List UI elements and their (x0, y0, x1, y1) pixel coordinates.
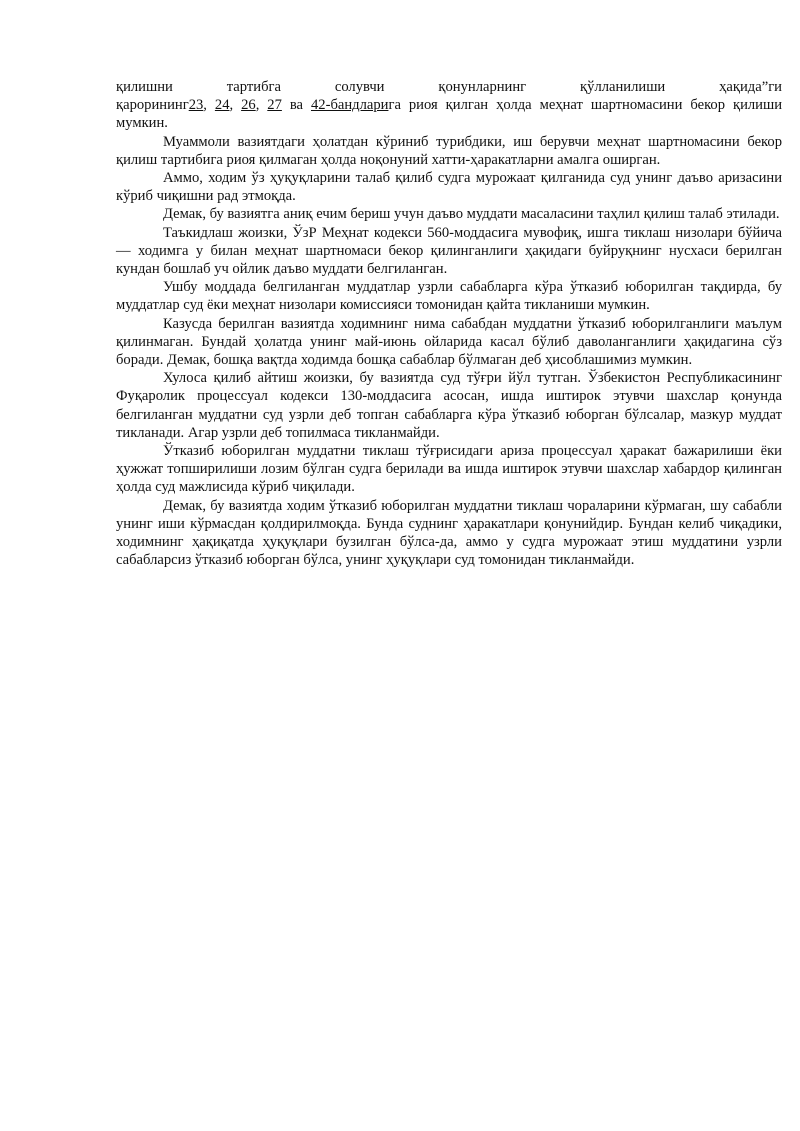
paragraph: Ўтказиб юборилган муддатни тиклаш тўғрисидаги ариза процессуал ҳаракат бажарилиши ёки ҳужжат топширилиши лозим бўлган судга берилади ва ишда иштирок этувчи шахслар хабардор қилинган ҳолда суд мажлисида кўриб чиқилади. (116, 443, 782, 496)
document-page (116, 78, 782, 569)
paragraph: Муаммоли вазиятдаги ҳолатдан кўриниб турибдики, иш берувчи меҳнат шартномасини бекор қилиш тартибига риоя қилмаган ҳолда ноқонуний хатти-ҳаракатларни амалга оширган. (116, 133, 782, 168)
separator: , (203, 97, 215, 114)
paragraph: Ушбу моддада белгиланган муддатлар узрли сабабларга кўра ўтказиб юборилган тақдирда, бу муддатлар суд ёки меҳнат низолари комиссияси томонидан қайта тикланиши мумкин. (116, 279, 782, 314)
footnote-link-23[interactable]: 23 (188, 97, 204, 114)
paragraph-continuation (116, 78, 782, 133)
paragraph: Аммо, ходим ўз ҳуқуқларини талаб қилиб судга мурожаат қилганида суд унинг даъво аризасини кўриб чиқишни рад этмоқда. (116, 170, 782, 205)
paragraph-text: қарорининг (116, 97, 189, 114)
footnote-link-24[interactable]: 24 (214, 97, 230, 114)
paragraph: Таъкидлаш жоизки, ЎзР Меҳнат кодекси 560-моддасига мувофиқ, ишга тиклаш низолари бўйича — ходимга у билан меҳнат шартномаси бекор қилинганлиги ҳақидаги буйруқнинг нусхаси берилган кундан бошлаб уч ойлик даъво муддати белгиланган. (116, 224, 782, 278)
separator: , (255, 97, 268, 114)
paragraph-line: қилишни тартибга солувчи қонунларнинг қўлланилиши ҳақида”ги (116, 79, 782, 95)
clause-link-42[interactable]: 42-бандлари (310, 97, 389, 114)
paragraph-text: га риоя қилган ҳолда меҳнат шартномасини бекор қилиши мумкин. (116, 97, 783, 132)
paragraph: Демак, бу вазиятга аниқ ечим бериш учун даъво муддати масаласини таҳлил қилиш талаб этилади. (163, 206, 780, 223)
separator: , (229, 97, 242, 114)
footnote-link-27[interactable]: 27 (267, 97, 282, 114)
footnote-link-26[interactable]: 26 (241, 97, 256, 114)
conjunction: ва (281, 97, 311, 114)
paragraph: Демак, бу вазиятда ходим ўтказиб юборилган муддатни тиклаш чораларини кўрмаган, шу сабабли унинг иши кўрмасдан қолдирилмоқда. Бунда суднинг ҳаракатлари қонунийдир. Бундан келиб чиқадики, ходимнинг ҳақиқатда ҳуқуқлари бузилган бўлса-да, аммо у судга мурожаат этиш муддатини узрли сабабларсиз ўтказиб юборган бўлса, унинг ҳуқуқлари суд томонидан тикланмайди. (116, 497, 782, 569)
paragraph: Казусда берилган вазиятда ходимнинг нима сабабдан муддатни ўтказиб юборилганлиги маълум қилинмаган. Бундай ҳолатда унинг май-июнь ойларида касал бўлиб даволанганлиги ҳақидагина сўз боради. Демак, бошқа вақтда ходимда бошқа сабаблар бўлмаган деб ҳисоблашимиз мумкин. (116, 315, 782, 369)
paragraph: Хулоса қилиб айтиш жоизки, бу вазиятда суд тўғри йўл тутган. Ўзбекистон Республикасининг Фуқаролик процессуал кодекси 130-моддасига асосан, ишда иштирок этувчи шахслар қонунда белгиланган муддатни суд узрли деб топган сабабларга кўра ўтказиб юборган бўлсалар, мазкур муддат тикланади. Агар узрли деб топилмаса тикланмайди. (116, 370, 782, 441)
